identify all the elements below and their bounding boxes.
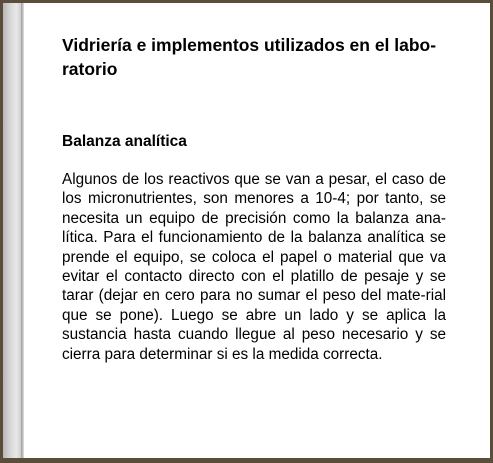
- book-page: [24, 3, 490, 458]
- page-title: Vidriería e implementos utilizados en el labo-ratorio: [62, 35, 437, 79]
- page-content: [62, 33, 446, 364]
- book-spine: [3, 3, 21, 458]
- section-heading: Balanza analítica: [62, 133, 187, 150]
- body-paragraph: Algunos de los reactivos que se van a pesar, el caso de los micronutrientes, son menores a 10-4; por tanto, se necesita un equipo de precisión como la balanza ana-lítica. Para el funcionamiento de la balanza analítica se prende el equipo, se coloca el papel o material que va evitar el contacto directo con el platillo de pesaje y se tarar (dejar en cero para no sumar el peso del mate-rial que se pone). Luego se abre un lado y se aplica la sustancia hasta cuando llegue al peso necesario y se cierra para determinar si es la medida correcta.: [62, 171, 446, 363]
